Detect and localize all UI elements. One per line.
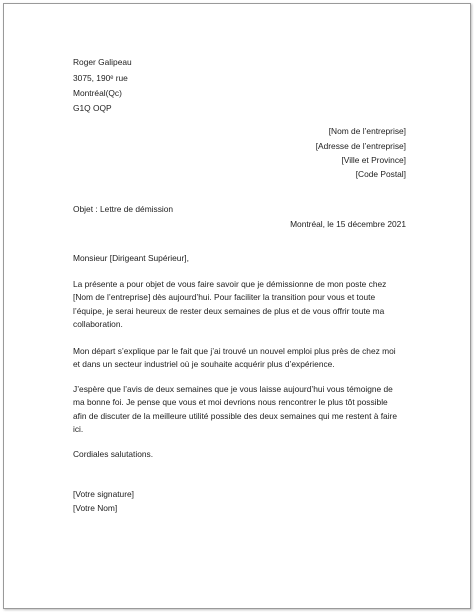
paragraph-line: La présente a pour objet de vous faire savoir que je démissionne de mon poste chez bbox=[73, 279, 387, 289]
paragraph-line: ma bonne foi. Je pense que vous et moi devrions nous rencontrer le plus tôt possible bbox=[73, 397, 388, 408]
recipient-company: [Nom de l’entreprise] bbox=[328, 126, 406, 136]
signature-placeholder: [Votre signature] bbox=[73, 489, 134, 499]
subject-line: Objet : Lettre de démission bbox=[73, 204, 174, 214]
date-line: Montréal, le 15 décembre 2021 bbox=[290, 219, 406, 229]
closing: Cordiales salutations. bbox=[73, 449, 154, 459]
paragraph-line: l’équipe, je serai heureux de rester deux semaines de plus et de vous offrir toute ma bbox=[73, 305, 385, 316]
body-paragraph-1 bbox=[73, 278, 408, 331]
body-paragraph-3 bbox=[73, 383, 408, 436]
body-paragraph-2 bbox=[73, 345, 408, 372]
paragraph-line: ici. bbox=[73, 423, 84, 434]
signature-name: [Votre Nom] bbox=[73, 503, 118, 513]
paragraph-line: et dans un secteur industriel où je souhaite acquérir plus d’expérience. bbox=[73, 359, 335, 370]
salutation: Monsieur [Dirigeant Supérieur], bbox=[73, 253, 189, 263]
recipient-postal-code: [Code Postal] bbox=[355, 169, 406, 179]
paragraph-line: collaboration. bbox=[73, 318, 123, 329]
paragraph-line: J’espère que l’avis de deux semaines que je vous laisse aujourd’hui vous témoigne de bbox=[73, 384, 393, 394]
sender-name: Roger Galipeau bbox=[73, 57, 132, 67]
recipient-address: [Adresse de l’entreprise] bbox=[315, 141, 406, 151]
paragraph-line: afin de discuter de la meilleure utilité possible des deux semaines qui me restent à faire bbox=[73, 410, 398, 421]
sender-street: 3075, 190ᵉ rue bbox=[73, 73, 128, 83]
paragraph-line: [Nom de l’entreprise] dès aujourd’hui. Pour faciliter la transition pour vous et toute bbox=[73, 292, 376, 303]
paragraph-line: Mon départ s’explique par le fait que j’ai trouvé un nouvel emploi plus près de chez moi bbox=[73, 346, 396, 356]
sender-city: Montréal(Qc) bbox=[73, 88, 122, 98]
recipient-city-province: [Ville et Province] bbox=[341, 155, 406, 165]
letter-page bbox=[3, 3, 471, 609]
sender-postal-code: G1Q OQP bbox=[73, 103, 112, 113]
